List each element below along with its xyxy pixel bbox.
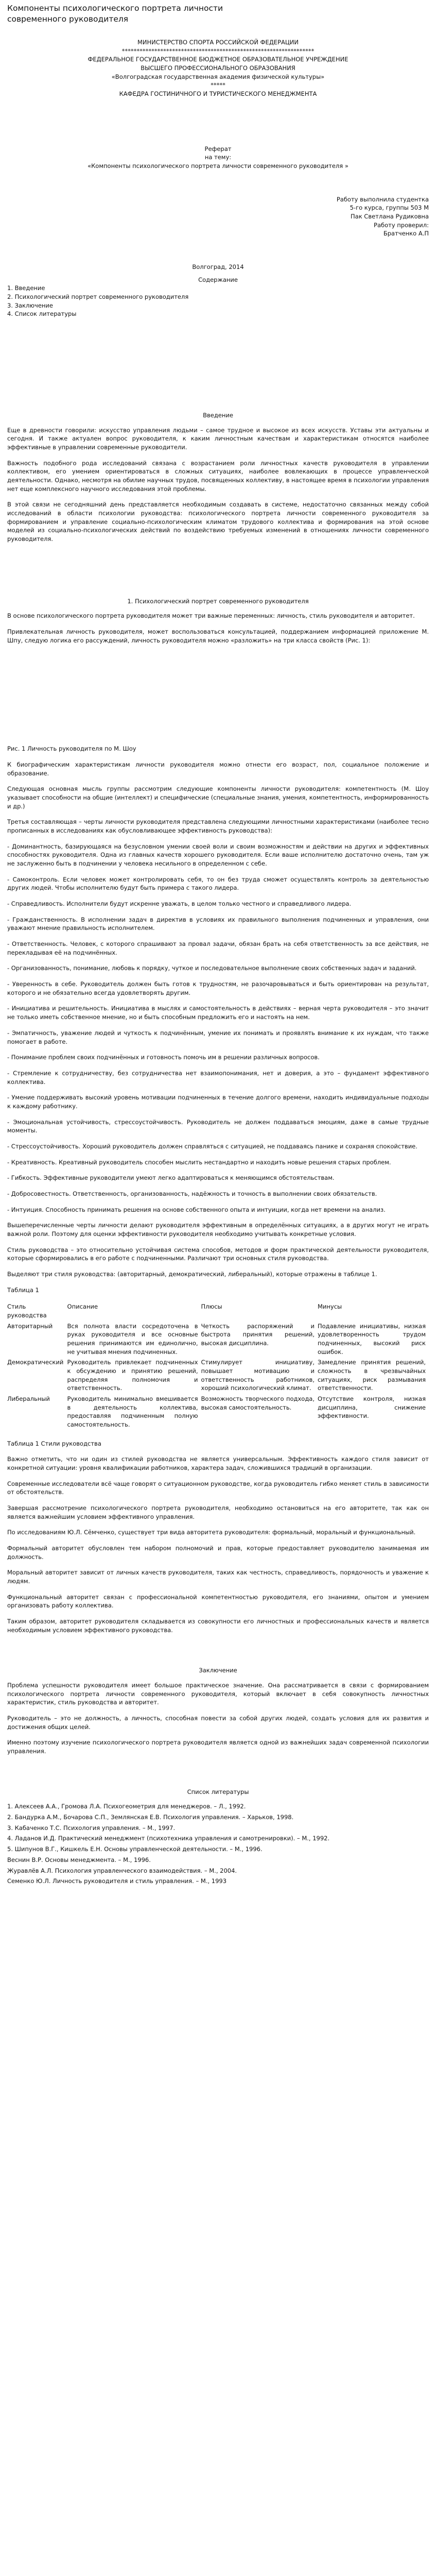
paragraph: - Гражданственность. В исполнении задач в директив в условиях их правильного выполнения подчиненных и управления, они уважают мнение правильность исполнителем. (7, 916, 429, 932)
paragraph: - Креативность. Креативный руководитель способен мыслить нестандартно и находить новые решения старых проблем. (7, 1158, 391, 1166)
paragraph-group (7, 1455, 429, 1634)
paragraph: Третья составляющая – черты личности руководителя представлена следующими личностными характеристиками (наиболее тесно прописанных в исследованиях как обусловливающее эффективность руководства): (7, 818, 429, 835)
performed-label: Работу выполнила студентка (336, 195, 429, 203)
paragraph: Вышеперечисленные черты личности делают руководителя эффективным в определённых ситуациях, а в других могут не играть важной роли. Поэтому для оценки эффективности руководителя необходимо учитывать конкретные условия. (7, 1222, 429, 1238)
table-header-cell: Стиль руководства (7, 1303, 47, 1319)
paragraph: Функциональный авторитет связан с профессиональной компетентностью руководителя, его знаниями, опытом и умением организовать работу коллектива. (7, 1593, 429, 1609)
paragraph: В основе психологического портрета руководителя может три важные переменных: личность, стиль руководителя и авторитет. (7, 612, 415, 620)
paragraph: - Интуиция. Способность принимать решения на основе собственного опыта и интуиции, когда нет времени на анализ. (7, 1206, 386, 1213)
table-cell-pros: Стимулирует инициативу, повышает мотивацию и ответственность работников, хороший психологический климат. (201, 1359, 315, 1392)
signature-block (295, 195, 429, 238)
checked-label: Работу проверил: (374, 221, 429, 229)
table-row (7, 1357, 429, 1394)
reference-item: Журавлёв А.Л. Психология управленческого взаимодействия. – М., 2004. (7, 1867, 237, 1874)
table-cell-description: Руководитель минимально вмешивается в деятельность коллектива, предоставляя подчиненным полную самостоятельность. (67, 1395, 198, 1428)
references-heading: Список литературы (187, 1788, 249, 1795)
main-section-heading: 1. Психологический портрет современного руководителя (127, 597, 309, 605)
institution-type: ФЕДЕРАЛЬНОЕ ГОСУДАРСТВЕННОЕ БЮДЖЕТНОЕ ОБРАЗОВАТЕЛЬНОЕ УЧРЕЖДЕНИЕ (88, 56, 348, 63)
table-cell-cons: Отсутствие контроля, низкая дисциплина, снижение эффективности. (318, 1395, 426, 1420)
paragraph: Стиль руководства – это относительно устойчивая система способов, методов и форм практической деятельности руководителя, которые сформировались в его работе с подчиненными. Различают три основных стиля руководства. (7, 1246, 429, 1262)
topic: «Компоненты психологического портрета личности современного руководителя » (88, 162, 348, 170)
paragraph: Именно поэтому изучение психологического портрета руководителя является одной из важнейших задач современной психологии управления. (7, 1739, 429, 1755)
title-page (7, 38, 429, 272)
paragraph: - Организованность, понимание, любовь к порядку, чуткое и последовательное выполнение своих собственных задач и заданий. (7, 964, 417, 972)
table-cell-pros: Возможность творческого подхода, высокая самостоятельность. (201, 1395, 315, 1411)
paragraph: - Стрессоустойчивость. Хороший руководитель должен справляться с ситуацией, не поддаваясь панике и сохраняя спокойствие. (7, 1142, 417, 1150)
work-kind: Реферат (204, 145, 232, 152)
student-name: Пак Светлана Рудиковна (351, 212, 429, 220)
institution-level: ВЫСШЕГО ПРОФЕССИОНАЛЬНОГО ОБРАЗОВАНИЯ (141, 64, 295, 72)
leadership-styles-table (7, 1301, 429, 1430)
table-header-cell: Минусы (318, 1303, 342, 1311)
table-cell-cons: Замедление принятия решений, сложность в чрезвычайных ситуациях, риск размывания ответственности. (318, 1359, 426, 1392)
paragraph: - Умение поддерживать высокий уровень мотивации подчиненных в течение долгого времени, находить индивидуальные подходы к каждому работнику. (7, 1094, 429, 1110)
table-header-cell: Описание (67, 1303, 98, 1311)
paragraph: - Эмпатичность, уважение людей и чуткость к подчинённым, умение их понимать и проявлять внимание к их нуждам, что также помогает в работе. (7, 1029, 429, 1045)
ministry-name: МИНИСТЕРСТВО СПОРТА РОССИЙСКОЙ ФЕДЕРАЦИИ (137, 38, 299, 46)
reference-item: 4. Ладанов И.Д. Практический менеджмент (психотехника управления и самотренировки). – М., 1992. (7, 1835, 330, 1842)
toc-item[interactable]: 1. Введение (7, 284, 45, 292)
paragraph: Завершая рассмотрение психологического портрета руководителя, необходимо остановиться на его авторитете, так как он является важнейшим условием эффективного управления. (7, 1504, 429, 1520)
paragraph: - Уверенность в себе. Руководитель должен быть готов к трудностям, не разочаровываться и быть ориентирован на результат, которого и не обязательно всегда удовлетворять другим. (7, 980, 429, 996)
paragraph: - Доминантность, базирующаяся на безусловном умении своей воли и своим возможностям и действии на других и эффективных способностях руководителя. Одна из главных качеств хорошего руководителя. Если ваше исполнителю достаточно очень, там уж не заслуженно быть в подчинении у человека несильного в определенном с себе. (7, 842, 429, 868)
references-section (7, 1788, 429, 1886)
table-cell-description: Руководитель привлекает подчиненных к обсуждению и принятию решений, распределяя полномочия и ответственность. (67, 1359, 198, 1392)
paragraph: К биографическим характеристикам личности руководителя можно отнести его возраст, пол, социальное положение и образование. (7, 761, 429, 777)
table-of-contents (7, 276, 429, 318)
reference-item: 3. Кабаченко Т.С. Психология управления. – М., 1997. (7, 1824, 176, 1832)
paragraph: В этой связи не сегодняшний день представляется необходимым создавать в системе, недостаточно связанных между собой исследований в области психологии руководства: психологического портрета личности современного руководителя за формированием и управление социально-психологическим климатом трудового коллектива и формирования на этой основе моделей из социально-психологических действий по воздействию требуемых изменений в отношениях личности современного руководителя. (7, 501, 429, 543)
course-group: 5-го курса, группы 503 М (350, 204, 429, 212)
document-title: Компоненты психологического портрета личности современного руководителя (7, 4, 223, 24)
paragraph: Привлекательная личность руководителя, может воспользоваться консультацией, поддержанием информацией приложение М. Шпу, следую логика его рассуждений, личность руководителя можно «разложить» на три класса свойств (Рис. 1): (7, 628, 429, 644)
paragraph: - Стремление к сотрудничеству, без сотрудничества нет взаимопонимания, нет и доверия, а это – фундамент эффективного коллектива. (7, 1069, 429, 1086)
paragraph: Следующая основная мысль группы рассмотрим следующие компоненты личности руководителя: компетентность (М. Шоу указывает способности на общие (интеллект) и специфические (специальные знания, умения, компетентность, информированность и др.) (7, 785, 429, 810)
reference-item: 5. Шипунов В.Г., Кишкель Е.Н. Основы управленческой деятельности. – М., 1996. (7, 1845, 263, 1853)
reference-item: 2. Бандурка А.М., Бочарова С.П., Землянская Е.В. Психология управления. – Харьков, 1998. (7, 1814, 294, 1821)
paragraph: - Самоконтроль. Если человек может контролировать себя, то он без труда сможет осуществлять контроль за деятельностью других людей. Чтобы исполнителю будут быть примера с такого лидера. (7, 875, 429, 892)
table-header-row (7, 1301, 429, 1320)
stars-separator: ***************************************************************** (121, 47, 315, 55)
stars-separator-short: ***** (211, 81, 225, 89)
paragraph: - Понимание проблем своих подчинённых и готовность помочь им в решении различных вопросов. (7, 1054, 320, 1061)
topic-prefix: на тему: (204, 154, 232, 161)
paragraph: - Инициатива и решительность. Инициатива в мыслях и самостоятельность в действиях – верная черта руководителя – это значит не только иметь собственное мнение, но и быть способным предложить его и настоять на нем. (7, 1005, 429, 1021)
city-year: Волгоград, 2014 (192, 263, 244, 270)
paragraph: - Эмоциональная устойчивость, стрессоустойчивость. Руководитель не должен поддаваться эмоциям, даже в самые трудные моменты. (7, 1118, 429, 1134)
paragraph: Современные исследователи всё чаще говорят о ситуационном руководстве, когда руководитель гибко меняет стиль в зависимости от обстоятельств. (7, 1480, 429, 1496)
academy-name: «Волгоградская государственная академия физической культуры» (111, 73, 325, 80)
paragraph: - Справедливость. Исполнители будут искренне уважать, в целом только честного и справедливого лидера. (7, 900, 352, 908)
paragraph: - Гибкость. Эффективные руководители умеют легко адаптироваться к меняющимся обстоятельствам. (7, 1174, 335, 1182)
toc-item[interactable]: 3. Заключение (7, 301, 53, 309)
table-cell-style: Демократический (7, 1359, 64, 1366)
toc-item[interactable]: 2. Психологический портрет современного руководителя (7, 293, 189, 300)
teacher-name: Братченко А.П (383, 230, 429, 238)
table-header-cell: Плюсы (201, 1303, 222, 1311)
conclusion-section (7, 1666, 429, 1755)
table-cell-style: Либеральный (7, 1395, 50, 1402)
paragraph: По исследованиям Ю.Л. Сёмченко, существует три вида авторитета руководителя: формальный, моральный и функциональный. (7, 1529, 416, 1536)
paragraph: Формальный авторитет обусловлен тем набором полномочий и прав, которые предоставляет руководителю занимаемая им должность. (7, 1545, 429, 1561)
paragraph: Таким образом, авторитет руководителя складывается из совокупности его личностных и профессиональных качеств и является необходимым условием эффективного руководства. (7, 1618, 429, 1634)
paragraph: - Ответственность. Человек, с которого спрашивают за провал задачи, обязан брать на себя ответственность за все действия, не перекладывая её на подчинённых. (7, 940, 429, 956)
reference-item: Семенко Ю.Л. Личность руководителя и стиль управления. – М., 1993 (7, 1877, 227, 1885)
reference-item: 1. Алексеев А.А., Громова Л.А. Психогеометрия для менеджеров. – Л., 1992. (7, 1803, 246, 1810)
table-row (7, 1394, 429, 1430)
reference-item: Веснин В.Р. Основы менеджмента. – М., 1996. (7, 1856, 151, 1863)
conclusion-heading: Заключение (199, 1667, 237, 1674)
paragraph: Важность подобного рода исследований связана с возрастанием роли личностных качеств руководителя в управлении коллективом, его умением ориентироваться в сложных ситуациях, наиболее вовлекающих в процессе управленческой деятельности. Однако, несмотря на обилие научных трудов, посвященных коллективу, в настоящее время в психологии управления нет еще комплексного научного исследования этой проблемы. (7, 459, 429, 493)
table-cell-cons: Подавление инициативы, низкая удовлетворенность трудом подчиненных, высокий риск ошибок. (318, 1322, 426, 1355)
paragraph: Руководитель – это не должность, а личность, способная повести за собой других людей, создать условия для их развития и достижения общих целей. (7, 1715, 429, 1731)
introduction-section (7, 411, 429, 544)
table-cell-description: Вся полнота власти сосредоточена в руках руководителя и все основные решения принимаются им единолично, не учитывая мнения подчиненных. (67, 1322, 198, 1355)
table-cell-style: Авторитарный (7, 1322, 53, 1330)
paragraph: Моральный авторитет зависит от личных качеств руководителя, таких как честность, справедливость, порядочность и уважение к людям. (7, 1569, 429, 1585)
paragraph: Еще в древности говорили: искусство управления людьми – самое трудное и высокое из всех искусств. Уставы эти актуальны и сегодня. И также актуален вопрос руководителя, к каким личностным качествам и характеристикам относятся наиболее эффективные в управлении современные руководители. (7, 426, 429, 451)
paragraph: Важно отметить, что ни один из стилей руководства не является универсальным. Эффективность каждого стиля зависит от конкретной ситуации: уровня квалификации работников, характера задач, сложившихся традиций в организации. (7, 1455, 429, 1472)
table-caption-full: Таблица 1 Стили руководства (7, 1439, 101, 1447)
toc-item[interactable]: 4. Список литературы (7, 310, 77, 318)
paragraph: Выделяют три стиля руководства: (авторитарный, демократический, либеральный), которые отражены в таблице 1. (7, 1270, 377, 1278)
paragraph: Проблема успешности руководителя имеет большое практическое значение. Она рассматривается в связи с формированием психологического портрета личности современного руководителя, который включает в себя совокупность личностных характеристик, стиль руководства и авторитет. (7, 1682, 429, 1706)
toc-heading: Содержание (198, 276, 238, 283)
paragraph-group (7, 760, 429, 1279)
main-section (7, 597, 429, 1635)
table-caption: Таблица 1 (7, 1286, 39, 1294)
references-list (7, 1802, 429, 1885)
introduction-heading: Введение (203, 411, 233, 419)
figure-caption: Рис. 1 Личность руководителя по М. Шоу (7, 745, 136, 753)
department-name: КАФЕДРА ГОСТИНИЧНОГО И ТУРИСТИЧЕСКОГО МЕНЕДЖМЕНТА (119, 90, 317, 97)
table-row (7, 1321, 429, 1358)
paragraph: - Добросовестность. Ответственность, организованность, надёжность и точность в выполнении своих обязательств. (7, 1190, 377, 1197)
table-cell-pros: Четкость распоряжений и быстрота принятия решений, высокая дисциплина. (201, 1322, 315, 1347)
